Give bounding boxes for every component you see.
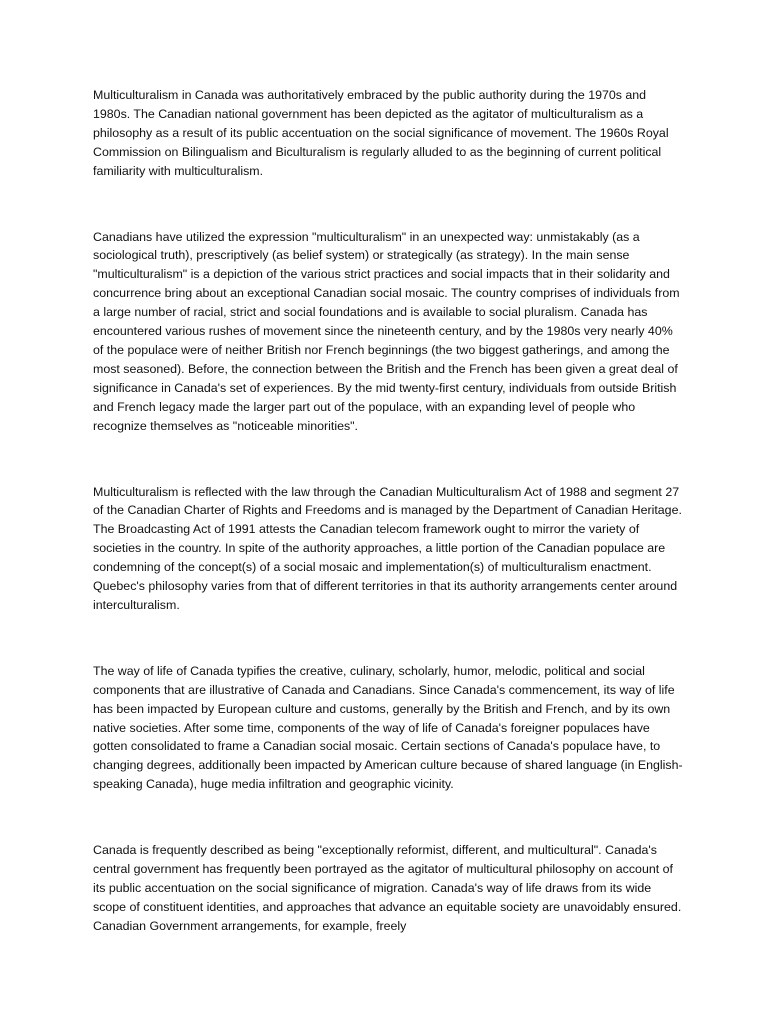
paragraph-5: Canada is frequently described as being "exceptionally reformist, different, and multicultural". Canada's central government has frequently been portrayed as the agitator of multicultural philosophy on account of its public accentuation on the social significance of migration. Canada's way of life draws from its wide scope of constituent identities, and approaches that advance an equitable society are unavoidably ensured. Canadian Government arrangements, for example, freely xyxy=(93,843,682,933)
paragraph-gap xyxy=(93,436,685,483)
paragraph-4: The way of life of Canada typifies the creative, culinary, scholarly, humor, melodic, political and social components that are illustrative of Canada and Canadians. Since Canada's commencement, its way of life has been impacted by European culture and customs, generally by the British and French, and by its own native societies. After some time, components of the way of life of Canada's foreigner populaces have gotten consolidated to frame a Canadian social mosaic. Certain sections of Canada's populace have, to changing degrees, additionally been impacted by American culture because of shared language (in English-speaking Canada), huge media infiltration and geographic vicinity. xyxy=(93,663,683,792)
paragraph-2: Canadians have utilized the expression "multiculturalism" in an unexpected way: unmistakably (as a sociological truth), prescriptively (as belief system) or strategically (as strategy). In the main sense "multiculturalism" is a depiction of the various strict practices and social impacts that in their solidarity and concurrence bring about an exceptional Canadian social mosaic. The country comprises of individuals from a large number of racial, strict and social foundations and is available to social pluralism. Canada has encountered various rushes of movement since the nineteenth century, and by the 1980s very nearly 40% of the populace were of neither British nor French beginnings (the two biggest gatherings, and among the most seasoned). Before, the connection between the British and the French has been given a great deal of significance in Canada's set of experiences. By the mid twenty-first century, individuals from outside British and French legacy made the larger part out of the populace, with an expanding level of people who recognize themselves as "noticeable minorities". xyxy=(93,229,680,433)
paragraph-1: Multiculturalism in Canada was authoritatively embraced by the public authority during the 1970s and 1980s. The Canadian national government has been depicted as the agitator of multiculturalism as a philosophy as a result of its public accentuation on the social significance of movement. The 1960s Royal Commission on Bilingualism and Biculturalism is regularly alluded to as the beginning of current political familiarity with multiculturalism. xyxy=(93,88,669,178)
paragraph-3: Multiculturalism is reflected with the law through the Canadian Multiculturalism Act of 1988 and segment 27 of the Canadian Charter of Rights and Freedoms and is managed by the Department of Canadian Heritage. The Broadcasting Act of 1991 attests the Canadian telecom framework ought to mirror the variety of societies in the country. In spite of the authority approaches, a little portion of the Canadian populace are condemning of the concept(s) of a social mosaic and implementation(s) of multiculturalism enactment. Quebec's philosophy varies from that of different territories in that its authority arrangements center around interculturalism. xyxy=(93,484,682,612)
paragraph-gap xyxy=(93,181,685,228)
document-body xyxy=(93,86,685,936)
paragraph-gap xyxy=(93,794,685,841)
paragraph-gap xyxy=(93,615,685,662)
